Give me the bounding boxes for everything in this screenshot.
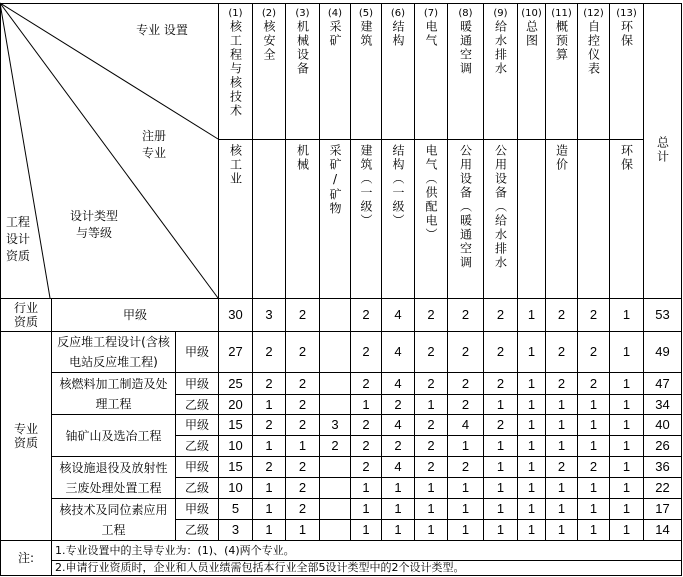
registered-specialty-name: 机械 [295, 144, 310, 172]
value-cell: 1 [578, 520, 610, 541]
specialty-name: 总图 [524, 20, 539, 48]
value-cell: 1 [415, 520, 448, 541]
note-text: 1.专业设置中的主导专业为：(1)、(4)两个专业。 [52, 541, 682, 561]
value-cell: 1 [351, 478, 382, 499]
value-cell: 1 [518, 373, 546, 395]
value-cell: 1 [610, 299, 644, 332]
table-row [1, 332, 682, 373]
value-cell: 3 [253, 299, 286, 332]
grade-cell: 甲级 [52, 299, 219, 332]
design-type-cell [52, 332, 176, 373]
specialty-number: (4) [327, 8, 343, 19]
value-cell: 2 [351, 373, 382, 395]
corner-label-design-type-grade: 设计类型与等级 [70, 209, 119, 240]
value-cell: 27 [219, 332, 253, 373]
value-cell: 2 [546, 457, 578, 478]
total-cell: 22 [644, 478, 682, 499]
value-cell [320, 499, 351, 520]
registered-specialty-name: 结构（一级） [391, 144, 405, 228]
specialty-name: 核安全 [262, 20, 276, 62]
value-cell: 2 [546, 332, 578, 373]
value-cell: 2 [351, 436, 382, 457]
grade-cell: 乙级 [176, 395, 219, 415]
design-type-name: 核设施退役及放射性三废处理处置工程 [59, 460, 168, 495]
design-type-name: 核技术及同位素应用工程 [59, 502, 168, 537]
design-type-cell [52, 373, 176, 415]
value-cell: 4 [382, 373, 415, 395]
registered-specialty-name: 公用设备（暖通空调 [458, 144, 473, 270]
value-cell: 2 [448, 332, 484, 373]
value-cell: 1 [518, 520, 546, 541]
value-cell: 1 [518, 415, 546, 436]
value-cell: 1 [351, 520, 382, 541]
value-cell: 1 [546, 478, 578, 499]
value-cell: 2 [484, 299, 518, 332]
total-cell: 26 [644, 436, 682, 457]
grade-cell: 甲级 [176, 499, 219, 520]
value-cell: 1 [518, 436, 546, 457]
value-cell [320, 395, 351, 415]
value-cell: 4 [382, 415, 415, 436]
total-cell: 36 [644, 457, 682, 478]
value-cell: 1 [448, 478, 484, 499]
specialty-label-text: 专业资质 [13, 422, 38, 450]
value-cell: 2 [578, 332, 610, 373]
specialty-name: 自控仪表 [586, 20, 601, 76]
value-cell: 1 [578, 478, 610, 499]
value-cell: 15 [219, 457, 253, 478]
value-cell: 2 [286, 373, 320, 395]
value-cell: 1 [610, 499, 644, 520]
value-cell: 4 [448, 415, 484, 436]
value-cell: 1 [578, 395, 610, 415]
value-cell: 2 [578, 373, 610, 395]
value-cell: 2 [448, 299, 484, 332]
value-cell: 2 [351, 299, 382, 332]
value-cell: 1 [484, 478, 518, 499]
value-cell: 2 [351, 415, 382, 436]
value-cell: 1 [610, 436, 644, 457]
grade-cell: 甲级 [176, 415, 219, 436]
registered-specialty-name: 采矿/矿物 [328, 144, 342, 216]
value-cell: 2 [415, 457, 448, 478]
value-cell: 1 [484, 499, 518, 520]
value-cell: 3 [219, 520, 253, 541]
specialty-name: 电气 [424, 20, 438, 48]
value-cell: 2 [448, 395, 484, 415]
specialty-name: 概预算 [554, 20, 569, 62]
design-type-name: 核燃料加工制造及处理工程 [59, 376, 168, 411]
value-cell: 1 [484, 520, 518, 541]
value-cell: 1 [610, 478, 644, 499]
value-cell: 1 [382, 478, 415, 499]
value-cell: 1 [610, 415, 644, 436]
value-cell [320, 373, 351, 395]
specialty-name: 采矿 [328, 20, 342, 48]
value-cell: 2 [448, 457, 484, 478]
value-cell: 20 [219, 395, 253, 415]
grade-cell: 甲级 [176, 332, 219, 373]
value-cell: 1 [610, 457, 644, 478]
value-cell: 25 [219, 373, 253, 395]
value-cell: 5 [219, 499, 253, 520]
value-cell: 2 [415, 373, 448, 395]
specialty-number: (8) [458, 8, 473, 19]
specialty-name: 暖通空调 [458, 20, 473, 76]
specialty-number: (12) [583, 8, 604, 19]
total-cell: 47 [644, 373, 682, 395]
value-cell: 1 [546, 520, 578, 541]
value-cell: 1 [518, 395, 546, 415]
specialty-number: (2) [261, 8, 277, 19]
value-cell: 2 [382, 395, 415, 415]
value-cell: 1 [518, 299, 546, 332]
table-row [1, 415, 682, 436]
value-cell: 1 [578, 499, 610, 520]
note-text: 2.申请行业资质时，企业和人员业绩需包括本行业全部5设计类型中的2个设计类型。 [52, 561, 682, 576]
total-cell: 49 [644, 332, 682, 373]
registered-specialty-name: 环保 [619, 144, 634, 172]
value-cell: 2 [546, 299, 578, 332]
value-cell: 1 [253, 520, 286, 541]
value-cell [320, 520, 351, 541]
value-cell: 1 [351, 499, 382, 520]
value-cell: 1 [448, 520, 484, 541]
value-cell: 2 [286, 478, 320, 499]
registered-specialty-name: 电气（供配电） [424, 144, 438, 242]
total-label: 总计 [655, 135, 670, 164]
specialty-number: (5) [358, 8, 374, 19]
industry-qualification-label [1, 299, 52, 332]
value-cell: 2 [351, 457, 382, 478]
total-cell: 14 [644, 520, 682, 541]
value-cell: 4 [382, 457, 415, 478]
value-cell: 1 [448, 499, 484, 520]
total-cell: 53 [644, 299, 682, 332]
specialty-number: (6) [390, 8, 406, 19]
value-cell: 1 [546, 395, 578, 415]
corner-label-specialty-setting: 专业 设置 [136, 23, 188, 37]
value-cell: 10 [219, 478, 253, 499]
table-row [1, 457, 682, 478]
specialty-name: 核工程与核技术 [228, 20, 243, 118]
value-cell: 1 [578, 415, 610, 436]
value-cell [320, 478, 351, 499]
value-cell: 1 [546, 415, 578, 436]
industry-label-text: 行业资质 [13, 301, 38, 329]
value-cell: 1 [610, 520, 644, 541]
specialty-name: 环保 [619, 20, 634, 48]
registered-specialty-name: 造价 [554, 144, 569, 172]
registered-specialty-name: 核工业 [228, 144, 243, 186]
value-cell: 2 [253, 373, 286, 395]
value-cell: 1 [610, 395, 644, 415]
table-row [1, 499, 682, 520]
specialty-number: (9) [493, 8, 508, 19]
value-cell: 1 [546, 499, 578, 520]
total-cell: 17 [644, 499, 682, 520]
value-cell: 2 [448, 373, 484, 395]
specialty-name: 建筑 [359, 20, 373, 48]
grade-cell: 甲级 [176, 373, 219, 395]
value-cell [320, 299, 351, 332]
corner-label-registered-specialty: 注册专业 [141, 129, 166, 160]
specialty-number: (10) [521, 8, 542, 19]
value-cell: 1 [484, 457, 518, 478]
specialty-number: (11) [551, 8, 572, 19]
value-cell: 1 [484, 436, 518, 457]
value-cell: 30 [219, 299, 253, 332]
registered-specialty-name: 公用设备（给水排水 [493, 144, 508, 270]
specialty-number: (3) [295, 8, 310, 19]
value-cell: 2 [351, 332, 382, 373]
value-cell: 1 [382, 499, 415, 520]
note-row [1, 561, 682, 576]
grade-cell: 乙级 [176, 520, 219, 541]
design-type-cell [52, 499, 176, 541]
table-row [1, 373, 682, 395]
value-cell: 2 [484, 373, 518, 395]
value-cell: 2 [415, 436, 448, 457]
value-cell: 2 [286, 415, 320, 436]
value-cell: 1 [415, 395, 448, 415]
value-cell: 15 [219, 415, 253, 436]
value-cell [320, 332, 351, 373]
value-cell: 2 [415, 332, 448, 373]
value-cell: 1 [415, 499, 448, 520]
value-cell: 2 [286, 457, 320, 478]
value-cell: 2 [484, 415, 518, 436]
value-cell: 1 [448, 436, 484, 457]
total-cell: 34 [644, 395, 682, 415]
value-cell: 2 [484, 332, 518, 373]
note-row [1, 541, 682, 561]
value-cell: 2 [382, 436, 415, 457]
value-cell: 1 [253, 436, 286, 457]
specialty-number: (13) [616, 8, 637, 19]
value-cell: 2 [253, 415, 286, 436]
value-cell: 1 [518, 332, 546, 373]
value-cell: 2 [253, 332, 286, 373]
table-row-industry [1, 299, 682, 332]
value-cell: 3 [320, 415, 351, 436]
value-cell [320, 457, 351, 478]
design-type-name: 反应堆工程设计(含核电站反应堆工程) [57, 335, 170, 369]
value-cell: 4 [382, 299, 415, 332]
total-cell: 40 [644, 415, 682, 436]
value-cell: 1 [286, 520, 320, 541]
registered-specialty-name: 建筑（一级） [359, 144, 373, 228]
value-cell: 2 [286, 299, 320, 332]
grade-cell: 乙级 [176, 436, 219, 457]
value-cell: 2 [286, 499, 320, 520]
value-cell: 1 [253, 499, 286, 520]
notes-label: 注: [1, 541, 52, 576]
design-type-cell [52, 457, 176, 499]
value-cell: 1 [610, 373, 644, 395]
value-cell: 2 [415, 299, 448, 332]
value-cell: 1 [546, 436, 578, 457]
value-cell: 2 [320, 436, 351, 457]
design-type-cell [52, 415, 176, 457]
grade-cell: 甲级 [176, 457, 219, 478]
value-cell: 1 [415, 478, 448, 499]
value-cell: 1 [518, 499, 546, 520]
specialty-name: 机械设备 [295, 20, 310, 76]
value-cell: 2 [578, 457, 610, 478]
value-cell: 2 [286, 332, 320, 373]
value-cell: 1 [518, 478, 546, 499]
value-cell: 2 [286, 395, 320, 415]
value-cell: 1 [484, 395, 518, 415]
value-cell: 2 [415, 415, 448, 436]
value-cell: 1 [518, 457, 546, 478]
specialty-number: (7) [423, 8, 439, 19]
specialty-qualification-label [1, 332, 52, 541]
value-cell: 1 [382, 520, 415, 541]
value-cell: 1 [578, 436, 610, 457]
value-cell: 2 [578, 299, 610, 332]
specialty-number: (1) [228, 8, 243, 19]
value-cell: 1 [286, 436, 320, 457]
design-type-name: 铀矿山及选冶工程 [65, 428, 162, 443]
corner-label-design-qualification: 工程设计资质 [5, 215, 30, 263]
value-cell: 4 [382, 332, 415, 373]
specialty-name: 结构 [391, 20, 405, 48]
specialty-name: 给水排水 [493, 20, 508, 76]
grade-cell: 乙级 [176, 478, 219, 499]
value-cell: 1 [351, 395, 382, 415]
value-cell: 2 [253, 457, 286, 478]
value-cell: 10 [219, 436, 253, 457]
value-cell: 1 [253, 395, 286, 415]
value-cell: 2 [546, 373, 578, 395]
value-cell: 1 [610, 332, 644, 373]
value-cell: 1 [253, 478, 286, 499]
